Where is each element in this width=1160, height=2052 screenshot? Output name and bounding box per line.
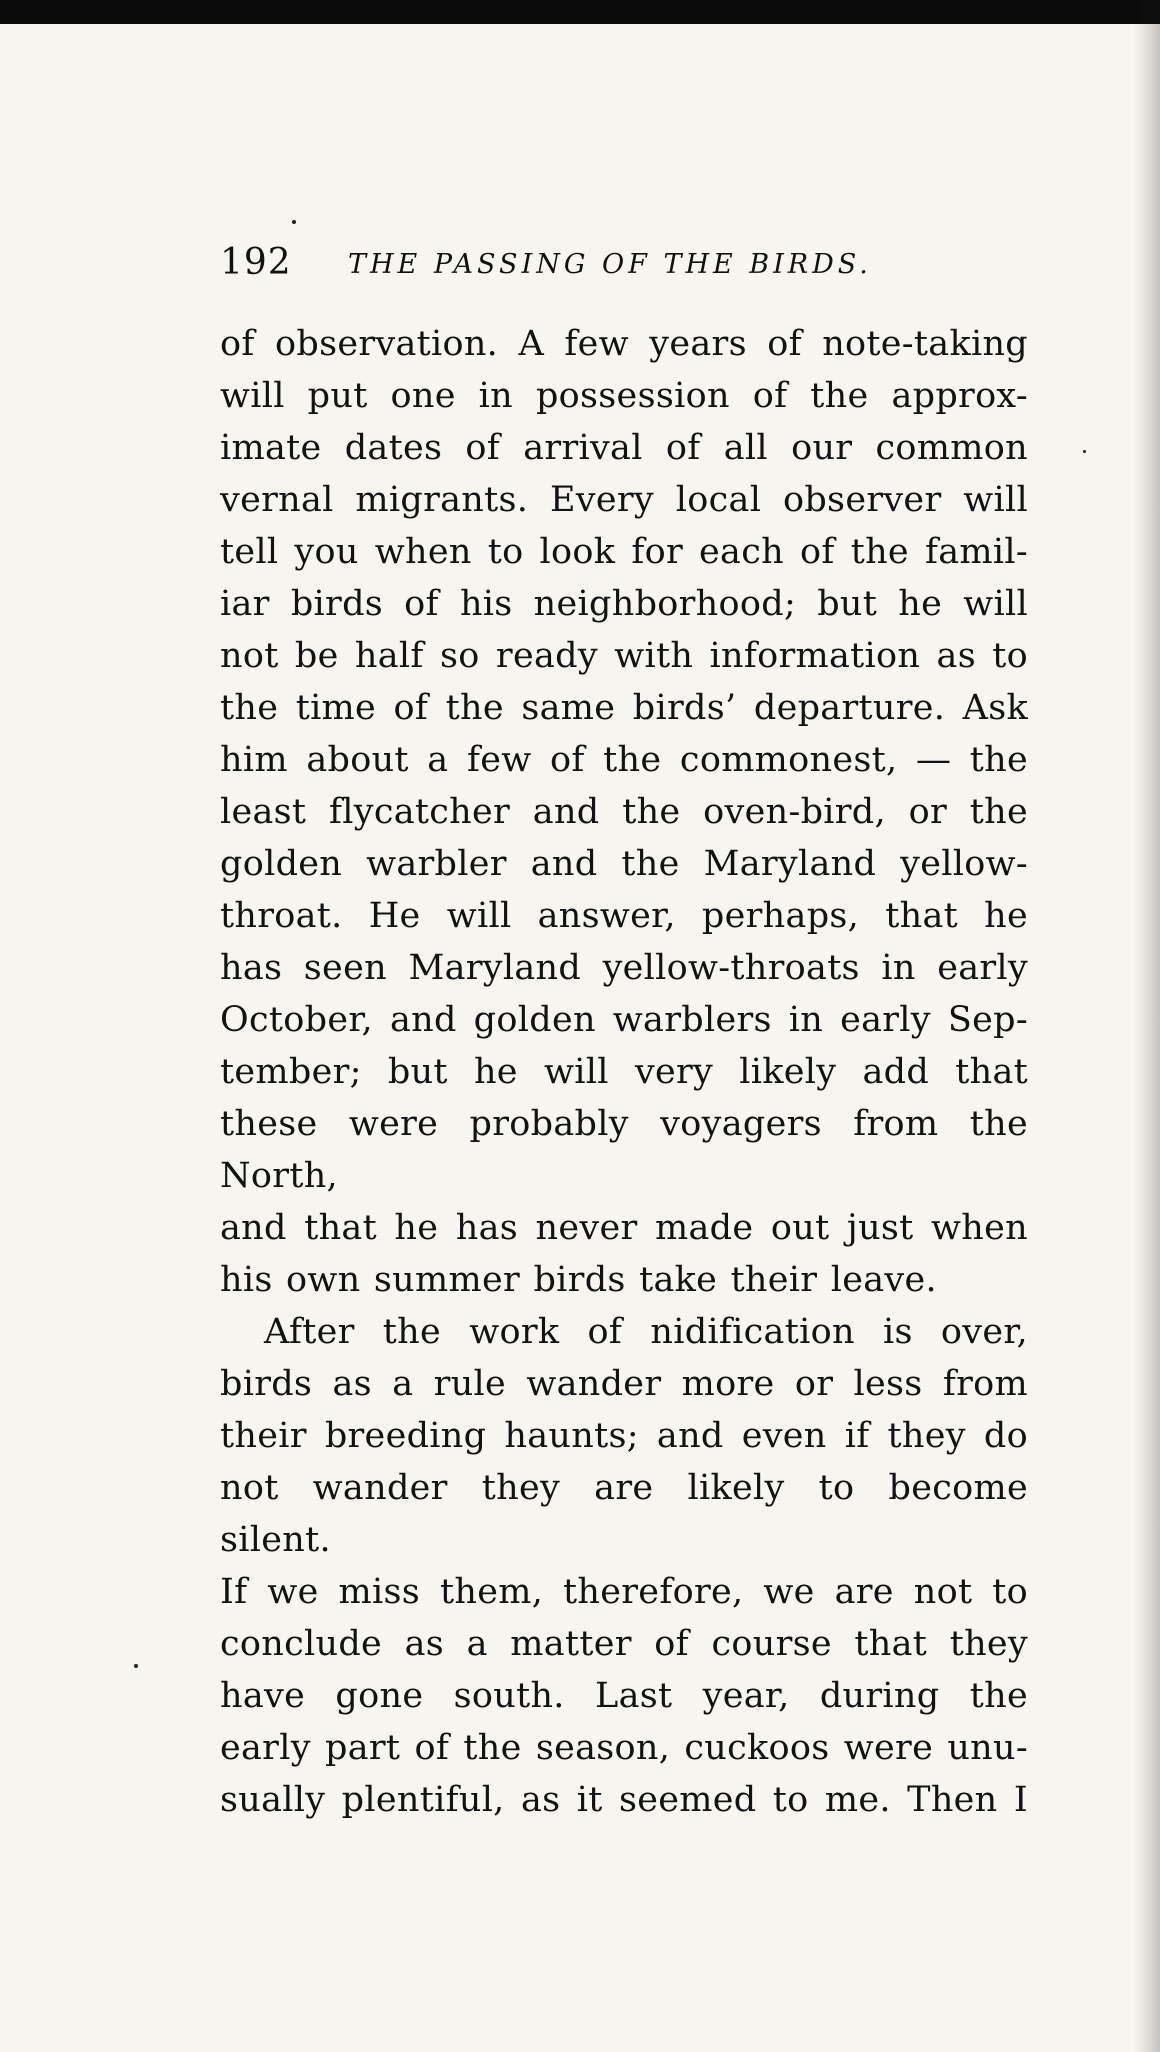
text-line: have gone south. Last year, during the (220, 1676, 1028, 1716)
text-line: least flycatcher and the oven-bird, or the (220, 792, 1028, 832)
ink-speck (134, 1664, 138, 1668)
text-line: the time of the same birds’ departure. Ask (220, 688, 1028, 728)
text-line: has seen Maryland yellow-throats in early (220, 948, 1028, 988)
text-line: conclude as a matter of course that they (220, 1624, 1028, 1664)
text-line: After the work of nidification is over, (264, 1312, 1028, 1352)
ink-speck (1083, 450, 1086, 453)
text-line: and that he has never made out just when (220, 1208, 1028, 1248)
text-line: early part of the season, cuckoos were unu- (220, 1728, 1028, 1768)
page-top-shadow (0, 0, 1160, 24)
paragraph-2 (220, 1306, 1028, 1826)
text-line: not wander they are likely to become silent. (220, 1468, 1028, 1560)
text-line: vernal migrants. Every local observer will (220, 480, 1028, 520)
ink-speck (292, 220, 296, 224)
body-text (220, 318, 1028, 1826)
text-line: October, and golden warblers in early Sep- (220, 1000, 1028, 1040)
running-header (220, 238, 1080, 288)
text-line: will put one in possession of the approx- (220, 376, 1028, 416)
text-line: their breeding haunts; and even if they do (220, 1416, 1028, 1456)
text-line: his own summer birds take their leave. (220, 1260, 937, 1300)
text-line: imate dates of arrival of all our common (220, 428, 1028, 468)
text-line: sually plentiful, as it seemed to me. Then I (220, 1780, 1028, 1820)
text-line: tell you when to look for each of the famil- (220, 532, 1028, 572)
page-number: 192 (220, 242, 292, 283)
text-line: tember; but he will very likely add that (220, 1052, 1028, 1092)
text-line: him about a few of the commonest, — the (220, 740, 1028, 780)
text-line: throat. He will answer, perhaps, that he (220, 896, 1028, 936)
text-line: these were probably voyagers from the North, (220, 1104, 1028, 1196)
text-line: golden warbler and the Maryland yellow- (220, 844, 1028, 884)
text-line: of observation. A few years of note-taking (220, 324, 1028, 364)
paragraph-1 (220, 318, 1028, 1306)
page-spine-shadow (1134, 0, 1160, 2052)
text-line: birds as a rule wander more or less from (220, 1364, 1028, 1404)
text-line: iar birds of his neighborhood; but he will (220, 584, 1028, 624)
text-line: not be half so ready with information as to (220, 636, 1028, 676)
running-title: THE PASSING OF THE BIRDS. (348, 249, 872, 280)
text-line: If we miss them, therefore, we are not to (220, 1572, 1028, 1612)
